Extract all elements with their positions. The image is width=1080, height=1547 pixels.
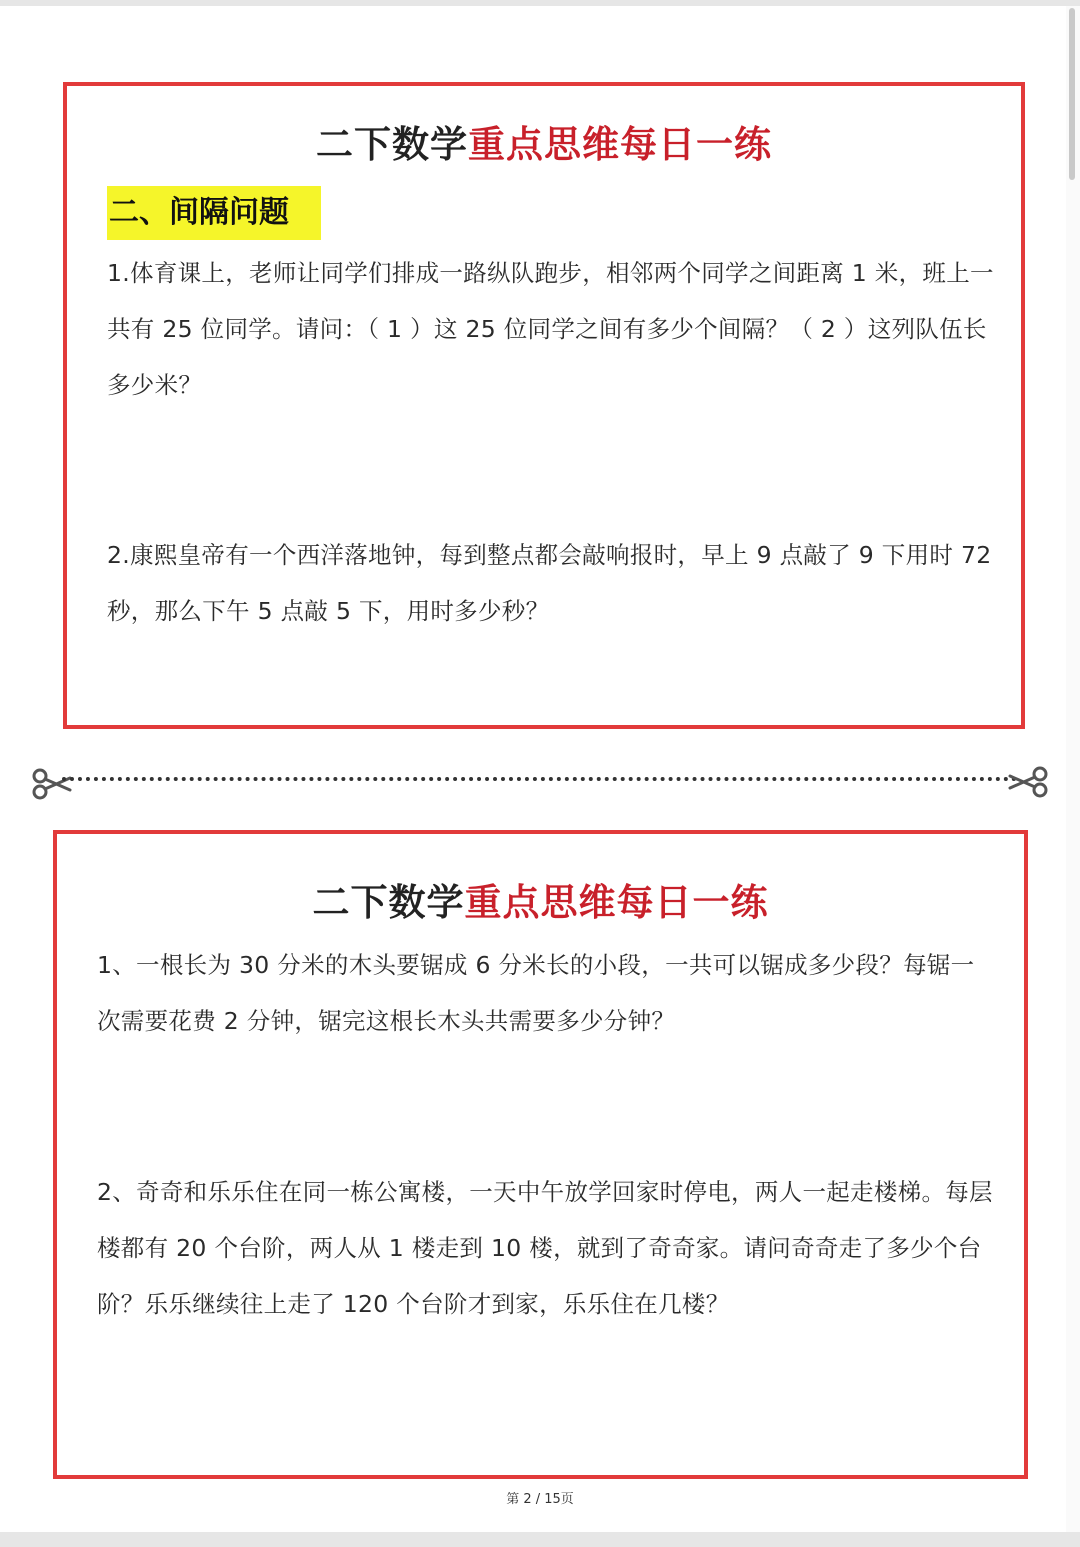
section-heading: 二、间隔问题 <box>107 186 321 240</box>
title-accent: 重点思维每日一练 <box>468 122 772 166</box>
title-accent: 重点思维每日一练 <box>464 880 769 924</box>
card-title <box>67 114 1021 168</box>
cut-line <box>62 777 1017 781</box>
question-1: 1.体育课上，老师让同学们排成一路纵队跑步，相邻两个同学之间距离 1 米，班上一共有 25 位同学。请问：（ 1 ）这 25 位同学之间有多少个间隔？（ 2 ）这列队伍长多少米？ <box>107 259 994 399</box>
question-2: 2、奇奇和乐乐住在同一栋公寓楼，一天中午放学回家时停电，两人一起走楼梯。每层楼都有 20 个台阶，两人从 1 楼走到 10 楼，就到了奇奇家。请问奇奇走了多少个台阶？乐乐继续往上走了 120 个台阶才到家，乐乐住在几楼？ <box>97 1178 993 1318</box>
scissors-icon <box>1008 764 1050 800</box>
question-1: 1、一根长为 30 分米的木头要锯成 6 分米长的小段，一共可以锯成多少段？每锯一次需要花费 2 分钟，锯完这根长木头共需要多少分钟？ <box>97 951 975 1035</box>
question-2: 2.康熙皇帝有一个西洋落地钟，每到整点都会敲响报时，早上 9 点敲了 9 下用时 72 秒，那么下午 5 点敲 5 下，用时多少秒？ <box>107 541 992 625</box>
bottom-border <box>0 1532 1080 1547</box>
practice-card-2 <box>53 830 1028 1479</box>
scrollbar-track[interactable] <box>1066 6 1080 1532</box>
page-number: 第 2 / 15页 <box>506 1492 574 1507</box>
title-main: 二下数学 <box>312 880 465 924</box>
title-main: 二下数学 <box>316 122 468 166</box>
practice-card-1 <box>63 82 1025 729</box>
scrollbar-thumb[interactable] <box>1069 8 1075 180</box>
top-border <box>0 0 1080 6</box>
scissors-icon <box>30 766 72 802</box>
card-title <box>57 872 1024 926</box>
